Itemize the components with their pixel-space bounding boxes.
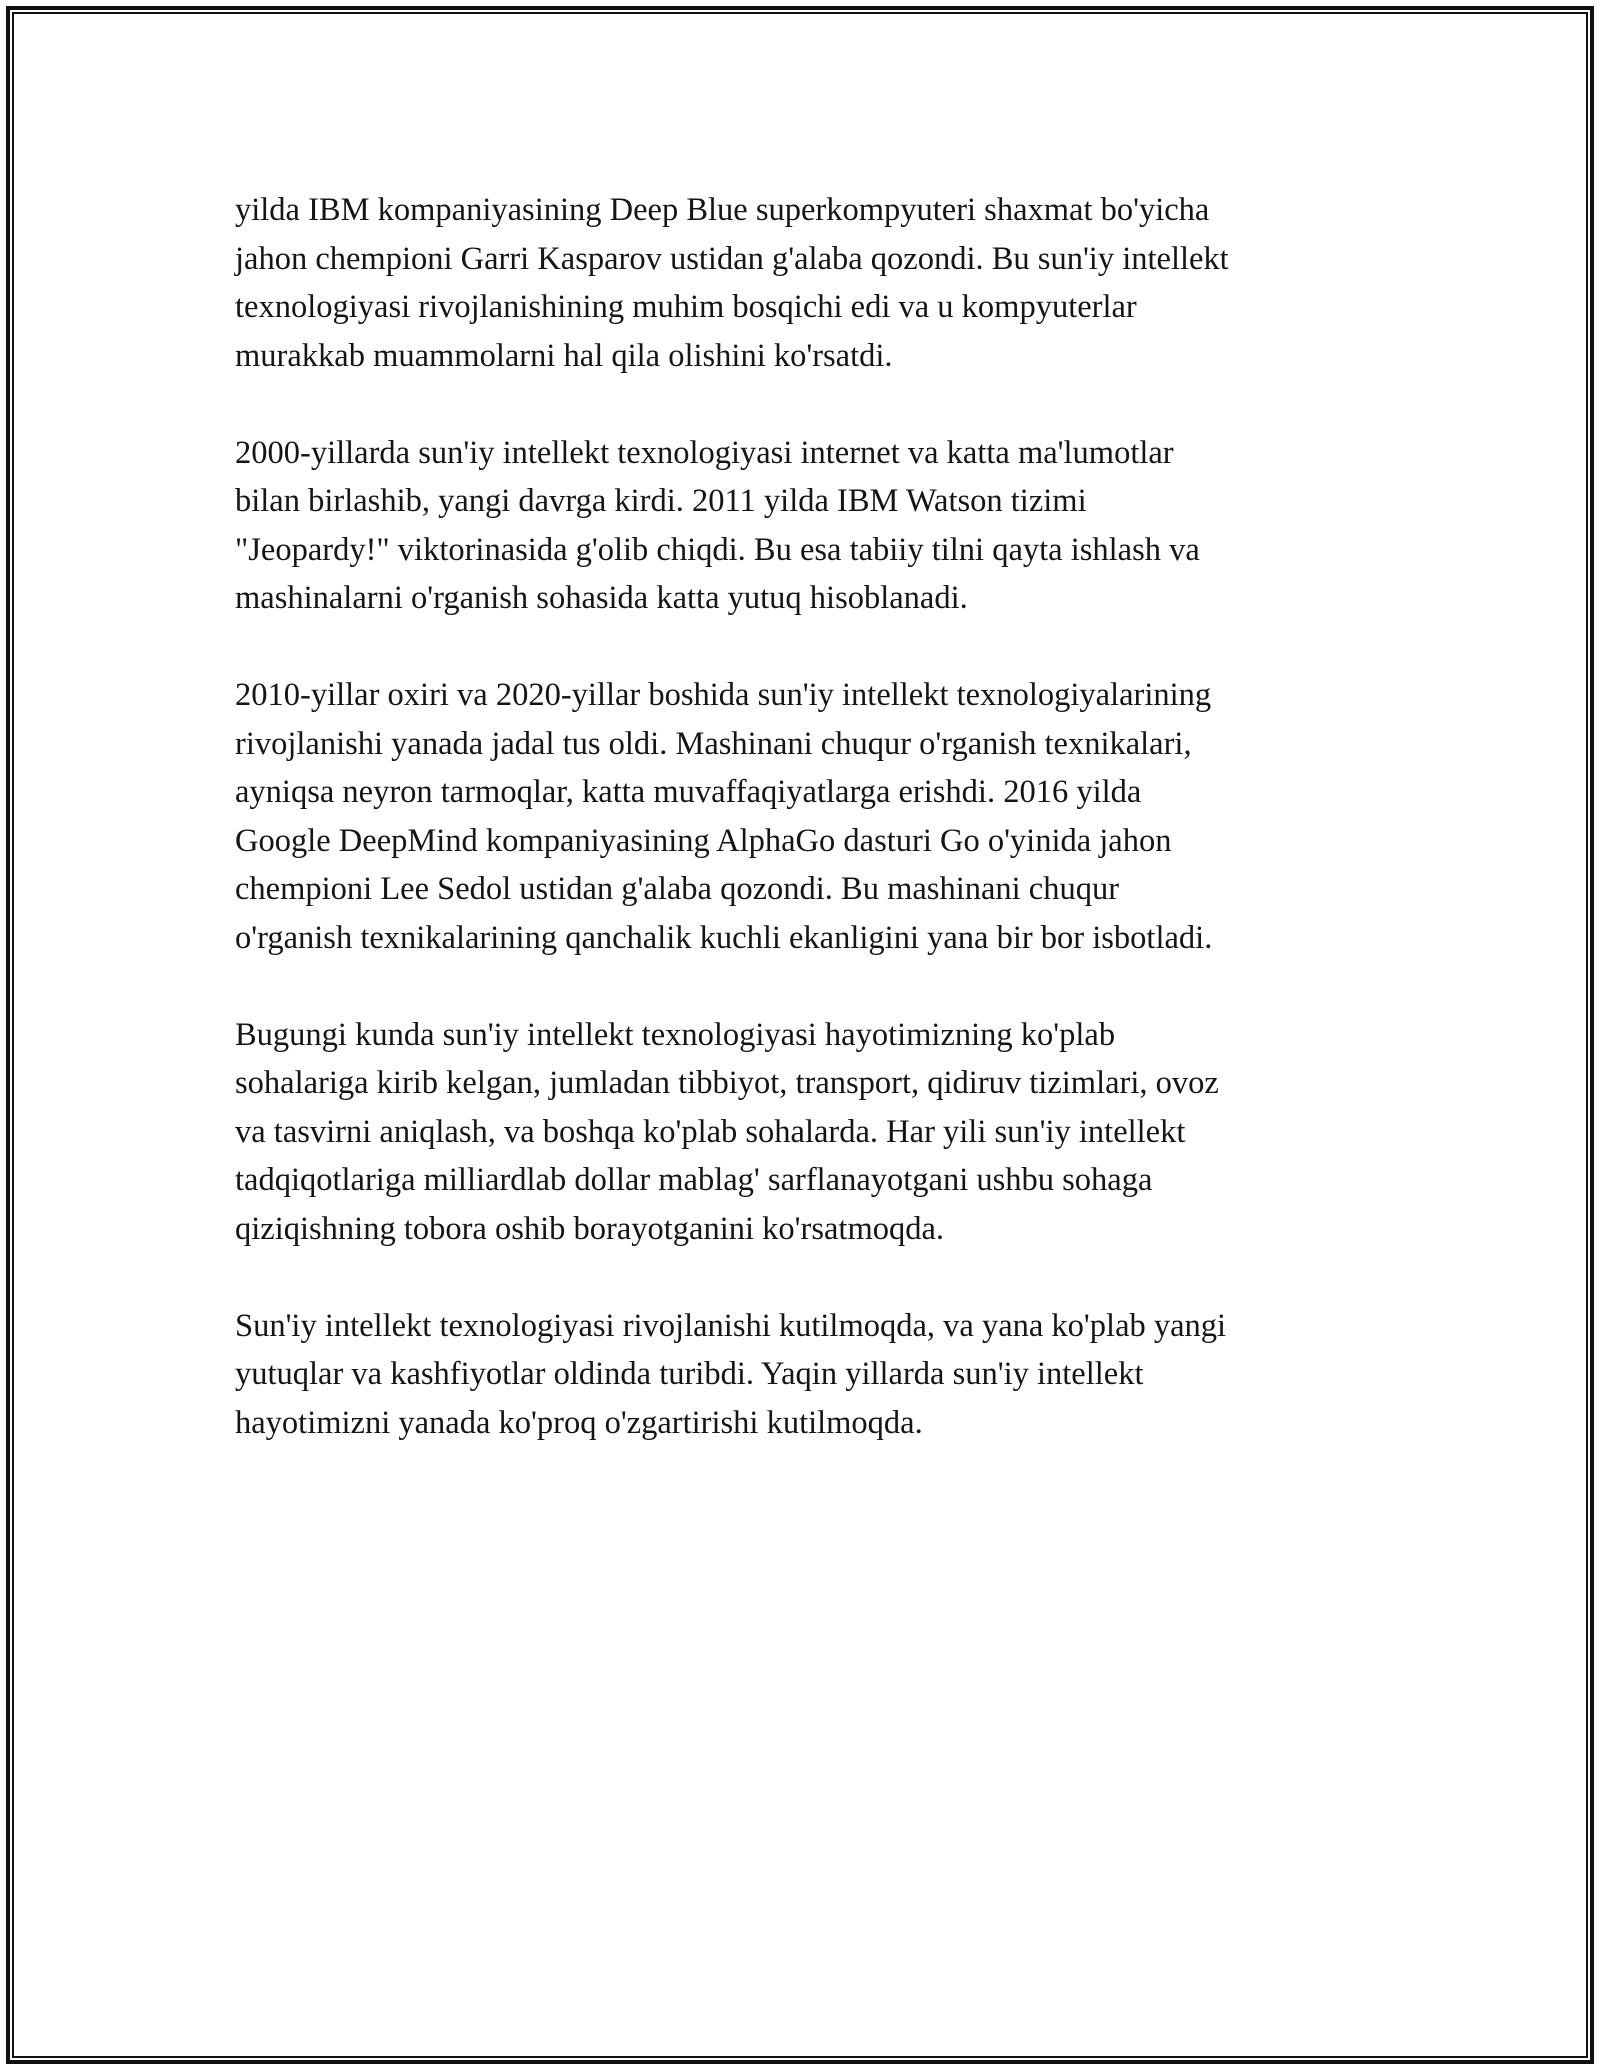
text-line: Google DeepMind kompaniyasining AlphaGo dasturi Go o'yinida jahon xyxy=(235,822,1172,859)
text-line: va tasvirni aniqlash, va boshqa ko'plab sohalarda. Har yili sun'iy intellekt xyxy=(235,1113,1186,1150)
text-line: hayotimizni yanada ko'proq o'zgartirishi kutilmoqda. xyxy=(235,1404,923,1441)
text-line: mashinalarni o'rganish sohasida katta yutuq hisoblanadi. xyxy=(235,580,968,616)
paragraph-today xyxy=(235,1011,1375,1254)
text-line: texnologiyasi rivojlanishining muhim bosqichi edi va u kompyuterlar xyxy=(235,289,1137,325)
text-line: Bugungi kunda sun'iy intellekt texnologiyasi hayotimizning ko'plab xyxy=(235,1016,1116,1053)
text-line: sohalariga kirib kelgan, jumladan tibbiyot, transport, qidiruv tizimlari, ovoz xyxy=(235,1065,1219,1101)
text-line: o'rganish texnikalarining qanchalik kuchli ekanligini yana bir bor isbotladi. xyxy=(235,919,1213,956)
text-line: bilan birlashib, yangi davrga kirdi. 2011 yilda IBM Watson tizimi xyxy=(235,483,1087,519)
text-line: qiziqishning tobora oshib borayotganini ko'rsatmoqda. xyxy=(235,1210,945,1247)
text-line: chempioni Lee Sedol ustidan g'alaba qozondi. Bu mashinani chuqur xyxy=(235,871,1120,907)
text-line: rivojlanishi yanada jadal tus oldi. Mashinani chuqur o'rganish texnikalari, xyxy=(235,725,1192,762)
text-line: Sun'iy intellekt texnologiyasi rivojlanishi kutilmoqda, va yana ko'plab yangi xyxy=(235,1307,1227,1344)
paragraph-2010s xyxy=(235,671,1375,962)
text-line: yilda IBM kompaniyasining Deep Blue superkompyuteri shaxmat bo'yicha xyxy=(235,192,1210,228)
text-line: ayniqsa neyron tarmoqlar, katta muvaffaqiyatlarga erishdi. 2016 yilda xyxy=(235,774,1142,810)
text-line: tadqiqotlariga milliardlab dollar mablag' sarflanayotgani ushbu sohaga xyxy=(235,1162,1153,1198)
text-line: 2000-yillarda sun'iy intellekt texnologiyasi internet va katta ma'lumotlar xyxy=(235,434,1174,471)
text-line: yutuqlar va kashfiyotlar oldinda turibdi. Yaqin yillarda sun'iy intellekt xyxy=(235,1356,1144,1392)
paragraph-deep-blue xyxy=(235,186,1375,380)
paragraph-2000s xyxy=(235,429,1375,623)
text-line: murakkab muammolarni hal qila olishini ko'rsatdi. xyxy=(235,337,893,374)
text-line: jahon chempioni Garri Kasparov ustidan g'alaba qozondi. Bu sun'iy intellekt xyxy=(235,240,1229,277)
paragraph-future xyxy=(235,1302,1375,1448)
text-line: 2010-yillar oxiri va 2020-yillar boshida sun'iy intellekt texnologiyalarining xyxy=(235,677,1212,713)
document-body xyxy=(235,186,1375,1496)
text-line: "Jeopardy!" viktorinasida g'olib chiqdi. Bu esa tabiiy tilni qayta ishlash va xyxy=(235,531,1200,568)
